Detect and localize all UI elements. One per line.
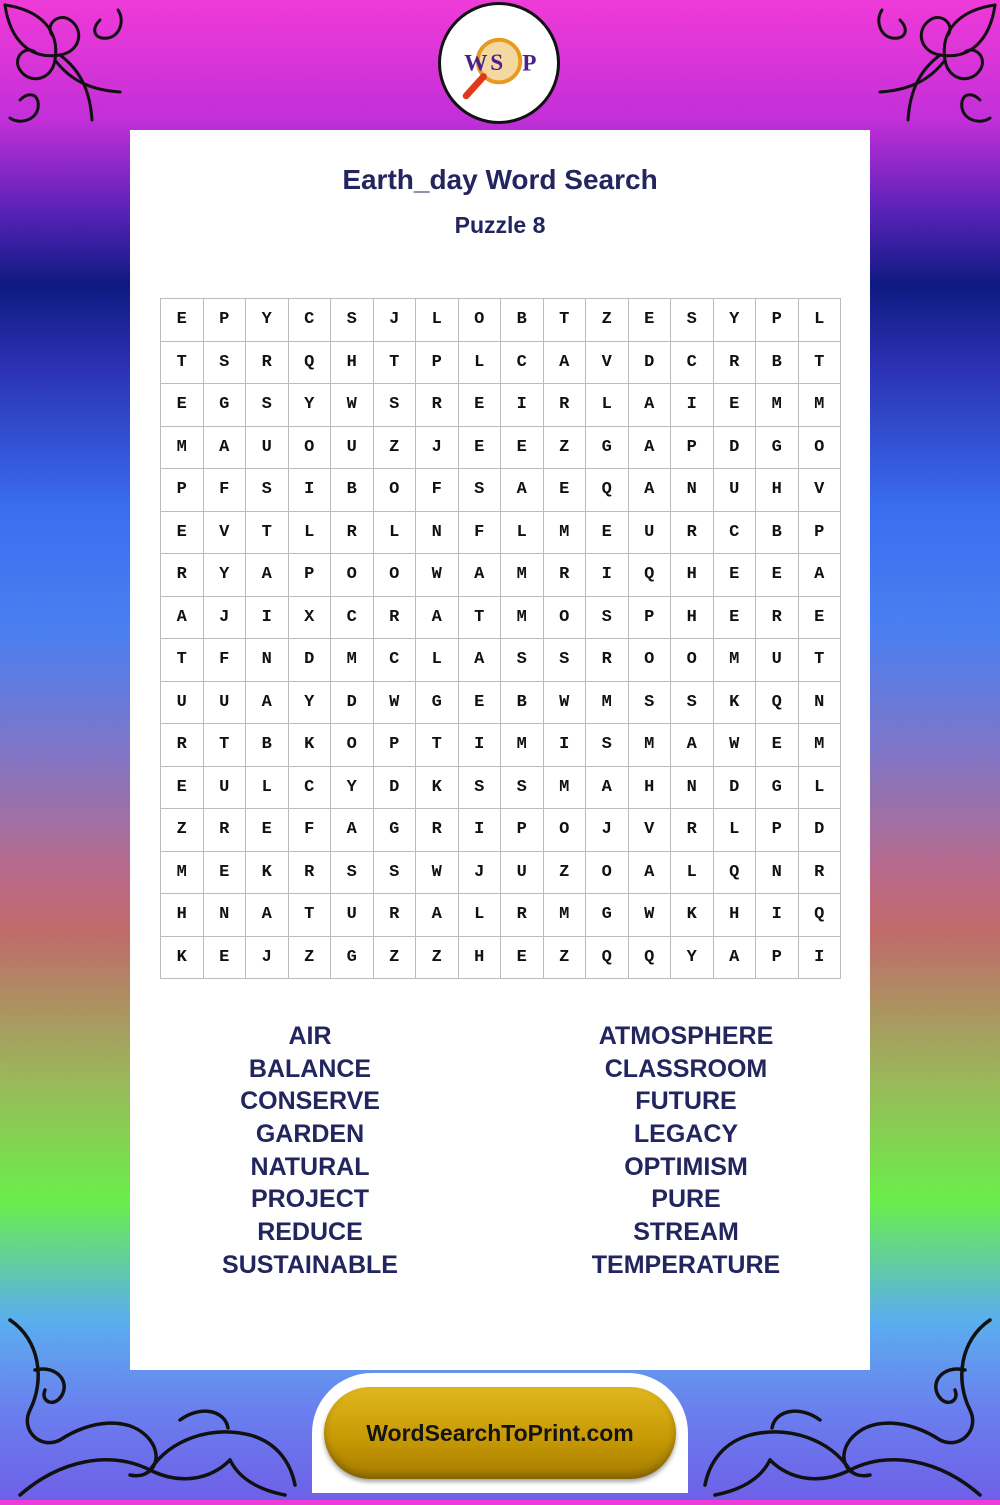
grid-cell[interactable]: R (671, 512, 714, 555)
grid-cell[interactable]: R (246, 342, 289, 385)
word-list-item: CLASSROOM (604, 1054, 768, 1083)
grid-cell[interactable]: E (161, 767, 204, 810)
grid-cell[interactable]: J (204, 597, 247, 640)
grid-cell[interactable]: E (246, 809, 289, 852)
grid-cell[interactable]: R (416, 384, 459, 427)
grid-cell[interactable]: L (459, 342, 502, 385)
grid-cell[interactable]: T (374, 342, 417, 385)
grid-cell[interactable]: M (501, 597, 544, 640)
puzzle-card (130, 130, 870, 1370)
grid-cell[interactable]: B (756, 512, 799, 555)
word-list-item: REDUCE (257, 1218, 363, 1247)
grid-cell[interactable]: Z (374, 427, 417, 470)
grid-cell[interactable]: Z (586, 299, 629, 342)
grid-cell[interactable]: Q (799, 894, 842, 937)
grid-cell[interactable]: G (756, 427, 799, 470)
grid-cell[interactable]: E (629, 299, 672, 342)
grid-cell[interactable]: O (331, 554, 374, 597)
grid-cell[interactable]: T (459, 597, 502, 640)
grid-cell[interactable]: R (331, 512, 374, 555)
grid-cell[interactable]: D (799, 809, 842, 852)
grid-cell[interactable]: G (586, 894, 629, 937)
grid-cell[interactable]: M (756, 384, 799, 427)
grid-cell[interactable]: C (374, 639, 417, 682)
grid-cell[interactable]: B (756, 342, 799, 385)
grid-cell[interactable]: N (671, 767, 714, 810)
grid-cell[interactable]: V (204, 512, 247, 555)
grid-cell[interactable]: K (416, 767, 459, 810)
grid-cell[interactable]: R (544, 384, 587, 427)
grid-cell[interactable]: E (756, 554, 799, 597)
grid-cell[interactable]: R (586, 639, 629, 682)
grid-cell[interactable]: N (756, 852, 799, 895)
grid-cell[interactable]: Y (714, 299, 757, 342)
grid-cell[interactable]: U (629, 512, 672, 555)
grid-cell[interactable]: S (331, 299, 374, 342)
word-list-item: AIR (288, 1022, 332, 1050)
grid-cell[interactable]: C (501, 342, 544, 385)
grid-cell[interactable]: R (374, 894, 417, 937)
grid-cell[interactable]: S (544, 639, 587, 682)
grid-cell[interactable]: T (204, 724, 247, 767)
word-list-item: LEGACY (633, 1120, 739, 1149)
grid-cell[interactable]: L (799, 767, 842, 810)
grid-cell[interactable]: L (246, 767, 289, 810)
word-list-item: FUTURE (635, 1087, 737, 1116)
grid-cell[interactable]: A (416, 597, 459, 640)
grid-cell[interactable]: Z (544, 852, 587, 895)
grid-cell[interactable]: L (289, 512, 332, 555)
grid-cell[interactable]: A (501, 469, 544, 512)
grid-cell[interactable]: M (501, 724, 544, 767)
grid-cell[interactable]: U (204, 767, 247, 810)
grid-cell[interactable]: R (501, 894, 544, 937)
grid-cell[interactable]: T (544, 299, 587, 342)
grid-cell[interactable]: E (501, 937, 544, 980)
grid-cell[interactable]: A (629, 469, 672, 512)
corner-ornament-top-right (860, 0, 1000, 140)
grid-cell[interactable]: I (586, 554, 629, 597)
grid-cell[interactable]: A (671, 724, 714, 767)
grid-cell[interactable]: G (586, 427, 629, 470)
grid-cell[interactable]: Z (544, 937, 587, 980)
grid-cell[interactable]: U (161, 682, 204, 725)
grid-cell[interactable]: M (629, 724, 672, 767)
grid-cell[interactable]: J (586, 809, 629, 852)
grid-cell[interactable]: R (161, 724, 204, 767)
grid-cell[interactable]: D (289, 639, 332, 682)
grid-cell[interactable]: I (289, 469, 332, 512)
grid-cell[interactable]: T (799, 342, 842, 385)
grid-cell[interactable]: S (459, 767, 502, 810)
word-list-item: SUSTAINABLE (222, 1250, 398, 1279)
grid-cell[interactable]: W (416, 852, 459, 895)
grid-cell[interactable]: B (246, 724, 289, 767)
grid-cell[interactable]: E (204, 852, 247, 895)
grid-cell[interactable]: S (204, 342, 247, 385)
grid-cell[interactable]: I (459, 809, 502, 852)
magnifier-logo-icon (441, 5, 557, 121)
grid-cell[interactable]: E (714, 597, 757, 640)
grid-cell[interactable]: Z (374, 937, 417, 980)
grid-cell[interactable]: N (204, 894, 247, 937)
grid-cell[interactable]: C (289, 767, 332, 810)
grid-cell[interactable]: J (246, 937, 289, 980)
grid-cell[interactable]: W (544, 682, 587, 725)
site-logo[interactable] (438, 2, 560, 124)
grid-cell[interactable]: Z (544, 427, 587, 470)
grid-cell[interactable]: E (161, 299, 204, 342)
word-list-left (130, 1020, 490, 1282)
grid-cell[interactable]: S (501, 767, 544, 810)
grid-cell[interactable]: O (629, 639, 672, 682)
grid-cell[interactable]: P (289, 554, 332, 597)
grid-cell[interactable]: A (459, 554, 502, 597)
grid-cell[interactable]: R (756, 597, 799, 640)
grid-cell[interactable]: R (374, 597, 417, 640)
grid-cell[interactable]: I (246, 597, 289, 640)
grid-cell[interactable]: E (756, 724, 799, 767)
grid-cell[interactable]: K (671, 894, 714, 937)
grid-cell[interactable]: M (544, 512, 587, 555)
grid-cell[interactable]: I (799, 937, 842, 980)
grid-cell[interactable]: Y (289, 682, 332, 725)
grid-cell[interactable]: E (161, 512, 204, 555)
puzzle-title: Earth_day Word Search (342, 164, 658, 195)
grid-cell[interactable]: M (544, 767, 587, 810)
grid-cell[interactable]: P (756, 937, 799, 980)
word-list-item: TEMPERATURE (591, 1250, 781, 1279)
grid-cell[interactable]: L (416, 639, 459, 682)
grid-cell[interactable]: P (374, 724, 417, 767)
grid-cell[interactable]: P (756, 809, 799, 852)
flourish-icon (860, 0, 1000, 140)
grid-cell[interactable]: H (756, 469, 799, 512)
grid-cell[interactable]: S (629, 682, 672, 725)
grid-cell[interactable]: Y (246, 299, 289, 342)
grid-cell[interactable]: U (246, 427, 289, 470)
grid-cell[interactable]: R (714, 342, 757, 385)
grid-cell[interactable]: Z (161, 809, 204, 852)
grid-cell[interactable]: P (501, 809, 544, 852)
grid-cell[interactable]: L (501, 512, 544, 555)
grid-cell[interactable]: U (331, 427, 374, 470)
grid-cell[interactable]: D (331, 682, 374, 725)
grid-cell[interactable]: O (459, 299, 502, 342)
grid-cell[interactable]: G (204, 384, 247, 427)
grid-cell[interactable]: Q (586, 469, 629, 512)
grid-cell[interactable]: I (459, 724, 502, 767)
grid-cell[interactable]: A (459, 639, 502, 682)
grid-cell[interactable]: S (586, 724, 629, 767)
corner-ornament-top-left (0, 0, 140, 140)
grid-cell[interactable]: W (374, 682, 417, 725)
grid-cell[interactable]: P (204, 299, 247, 342)
grid-cell[interactable]: S (246, 469, 289, 512)
grid-cell[interactable]: O (799, 427, 842, 470)
grid-cell[interactable]: P (799, 512, 842, 555)
grid-cell[interactable]: C (289, 299, 332, 342)
grid-cell[interactable]: V (799, 469, 842, 512)
word-list-item: BALANCE (248, 1054, 372, 1083)
grid-cell[interactable]: D (374, 767, 417, 810)
grid-cell[interactable]: L (374, 512, 417, 555)
grid-cell[interactable]: P (629, 597, 672, 640)
grid-cell[interactable]: S (374, 852, 417, 895)
grid-cell[interactable]: T (161, 639, 204, 682)
grid-cell[interactable]: T (416, 724, 459, 767)
grid-cell[interactable]: I (671, 384, 714, 427)
grid-cell[interactable]: O (544, 597, 587, 640)
grid-cell[interactable]: O (374, 469, 417, 512)
grid-cell[interactable]: T (161, 342, 204, 385)
grid-cell[interactable]: H (671, 554, 714, 597)
grid-cell[interactable]: G (416, 682, 459, 725)
grid-cell[interactable]: H (161, 894, 204, 937)
grid-cell[interactable]: M (799, 384, 842, 427)
grid-cell[interactable]: E (544, 469, 587, 512)
word-list-item: OPTIMISM (624, 1152, 748, 1181)
letter-grid (160, 298, 841, 979)
grid-cell[interactable]: E (586, 512, 629, 555)
grid-cell[interactable]: J (416, 427, 459, 470)
grid-cell[interactable]: W (714, 724, 757, 767)
grid-cell[interactable]: N (416, 512, 459, 555)
grid-cell[interactable]: E (459, 682, 502, 725)
grid-cell[interactable]: E (799, 597, 842, 640)
grid-cell[interactable]: S (374, 384, 417, 427)
word-list-item: CONSERVE (240, 1087, 380, 1116)
grid-cell[interactable]: L (586, 384, 629, 427)
logo-letter-s: S (490, 49, 504, 76)
grid-cell[interactable]: T (799, 639, 842, 682)
grid-cell[interactable]: O (671, 639, 714, 682)
grid-cell[interactable]: S (586, 597, 629, 640)
grid-cell[interactable]: F (204, 469, 247, 512)
grid-cell[interactable]: C (714, 512, 757, 555)
grid-cell[interactable]: H (331, 342, 374, 385)
logo-letter-w: W (464, 50, 488, 77)
grid-cell[interactable]: T (289, 894, 332, 937)
grid-cell[interactable]: Q (714, 852, 757, 895)
grid-cell[interactable]: R (161, 554, 204, 597)
grid-cell[interactable]: A (204, 427, 247, 470)
grid-cell[interactable]: U (331, 894, 374, 937)
grid-cell[interactable]: V (629, 809, 672, 852)
grid-cell[interactable]: C (331, 597, 374, 640)
grid-cell[interactable]: E (714, 554, 757, 597)
grid-cell[interactable]: F (459, 512, 502, 555)
grid-cell[interactable]: C (671, 342, 714, 385)
grid-cell[interactable]: F (204, 639, 247, 682)
grid-cell[interactable]: Y (289, 384, 332, 427)
grid-cell[interactable]: I (544, 724, 587, 767)
grid-cell[interactable]: V (586, 342, 629, 385)
grid-cell[interactable]: D (714, 427, 757, 470)
grid-cell[interactable]: R (671, 809, 714, 852)
grid-cell[interactable]: K (161, 937, 204, 980)
grid-cell[interactable]: R (289, 852, 332, 895)
grid-cell[interactable]: I (756, 894, 799, 937)
grid-cell[interactable]: Q (289, 342, 332, 385)
grid-cell[interactable]: L (416, 299, 459, 342)
grid-cell[interactable]: P (671, 427, 714, 470)
grid-cell[interactable]: A (331, 809, 374, 852)
logo-letter-p: P (522, 50, 537, 77)
grid-cell[interactable]: A (246, 554, 289, 597)
grid-cell[interactable]: G (756, 767, 799, 810)
grid-cell[interactable]: E (161, 384, 204, 427)
grid-cell[interactable]: P (416, 342, 459, 385)
grid-cell[interactable]: D (629, 342, 672, 385)
grid-cell[interactable]: M (331, 639, 374, 682)
grid-cell[interactable]: M (501, 554, 544, 597)
word-list-item: NATURAL (250, 1152, 370, 1181)
word-list-item: STREAM (633, 1218, 739, 1247)
grid-cell[interactable]: U (204, 682, 247, 725)
grid-cell[interactable]: E (459, 427, 502, 470)
grid-cell[interactable]: Q (629, 554, 672, 597)
grid-cell[interactable]: M (799, 724, 842, 767)
grid-cell[interactable]: L (714, 809, 757, 852)
grid-cell[interactable]: L (671, 852, 714, 895)
grid-cell[interactable]: R (204, 809, 247, 852)
grid-cell[interactable]: A (714, 937, 757, 980)
grid-cell[interactable]: K (246, 852, 289, 895)
word-list-right (506, 1020, 866, 1282)
grid-cell[interactable]: E (714, 384, 757, 427)
grid-cell[interactable]: J (459, 852, 502, 895)
grid-cell[interactable]: H (671, 597, 714, 640)
word-list-item: GARDEN (255, 1120, 365, 1149)
grid-cell[interactable]: H (629, 767, 672, 810)
grid-cell[interactable]: L (799, 299, 842, 342)
grid-cell[interactable]: G (331, 937, 374, 980)
grid-cell[interactable]: U (756, 639, 799, 682)
grid-cell[interactable]: W (416, 554, 459, 597)
grid-cell[interactable]: Q (586, 937, 629, 980)
grid-cell[interactable]: O (331, 724, 374, 767)
grid-cell[interactable]: E (459, 384, 502, 427)
grid-cell[interactable]: G (374, 809, 417, 852)
word-list-item: PROJECT (250, 1185, 370, 1214)
grid-cell[interactable]: M (714, 639, 757, 682)
grid-cell[interactable]: A (544, 342, 587, 385)
grid-cell[interactable]: Y (204, 554, 247, 597)
grid-cell[interactable]: B (501, 299, 544, 342)
grid-cell[interactable]: N (246, 639, 289, 682)
grid-cell[interactable]: N (671, 469, 714, 512)
grid-cell[interactable]: D (714, 767, 757, 810)
grid-cell[interactable]: R (416, 809, 459, 852)
grid-cell[interactable]: P (161, 469, 204, 512)
grid-cell[interactable]: K (714, 682, 757, 725)
grid-cell[interactable]: X (289, 597, 332, 640)
grid-cell[interactable]: A (629, 384, 672, 427)
grid-cell[interactable]: A (629, 852, 672, 895)
grid-cell[interactable]: L (459, 894, 502, 937)
grid-cell[interactable]: M (544, 894, 587, 937)
grid-cell[interactable]: O (374, 554, 417, 597)
grid-cell[interactable]: S (459, 469, 502, 512)
grid-cell[interactable]: B (331, 469, 374, 512)
grid-cell[interactable]: M (161, 427, 204, 470)
grid-cell[interactable]: Q (629, 937, 672, 980)
grid-cell[interactable]: W (331, 384, 374, 427)
word-list-item: ATMOSPHERE (598, 1022, 774, 1050)
grid-cell[interactable]: U (501, 852, 544, 895)
grid-cell[interactable]: Z (289, 937, 332, 980)
flourish-icon (0, 0, 140, 140)
grid-cell[interactable]: Y (671, 937, 714, 980)
grid-cell[interactable]: A (246, 682, 289, 725)
grid-cell[interactable]: A (586, 767, 629, 810)
grid-cell[interactable]: A (161, 597, 204, 640)
grid-cell[interactable]: E (501, 427, 544, 470)
grid-cell[interactable]: Q (756, 682, 799, 725)
grid-cell[interactable]: S (331, 852, 374, 895)
website-banner[interactable] (324, 1387, 676, 1479)
grid-cell[interactable]: O (544, 809, 587, 852)
grid-cell[interactable]: A (799, 554, 842, 597)
grid-cell[interactable]: E (204, 937, 247, 980)
grid-cell[interactable]: R (799, 852, 842, 895)
grid-cell[interactable]: N (799, 682, 842, 725)
grid-cell[interactable]: H (459, 937, 502, 980)
grid-cell[interactable]: U (714, 469, 757, 512)
grid-cell[interactable]: O (289, 427, 332, 470)
grid-cell[interactable]: F (289, 809, 332, 852)
grid-cell[interactable]: S (671, 299, 714, 342)
puzzle-subtitle: Puzzle 8 (454, 212, 546, 238)
grid-cell[interactable]: B (501, 682, 544, 725)
grid-cell[interactable]: F (416, 469, 459, 512)
grid-cell[interactable]: T (246, 512, 289, 555)
website-link[interactable]: WordSearchToPrint.com (366, 1419, 634, 1446)
grid-cell[interactable]: O (586, 852, 629, 895)
grid-cell[interactable]: K (289, 724, 332, 767)
grid-cell[interactable]: A (246, 894, 289, 937)
grid-cell[interactable]: R (544, 554, 587, 597)
grid-cell[interactable]: M (586, 682, 629, 725)
grid-cell[interactable]: Y (331, 767, 374, 810)
grid-cell[interactable]: W (629, 894, 672, 937)
grid-cell[interactable]: H (714, 894, 757, 937)
grid-cell[interactable]: I (501, 384, 544, 427)
grid-cell[interactable]: M (161, 852, 204, 895)
grid-cell[interactable]: Z (416, 937, 459, 980)
grid-cell[interactable]: S (671, 682, 714, 725)
grid-cell[interactable]: S (501, 639, 544, 682)
grid-cell[interactable]: A (416, 894, 459, 937)
grid-cell[interactable]: P (756, 299, 799, 342)
grid-cell[interactable]: J (374, 299, 417, 342)
word-list-item: PURE (651, 1185, 721, 1214)
grid-cell[interactable]: A (629, 427, 672, 470)
grid-cell[interactable]: S (246, 384, 289, 427)
